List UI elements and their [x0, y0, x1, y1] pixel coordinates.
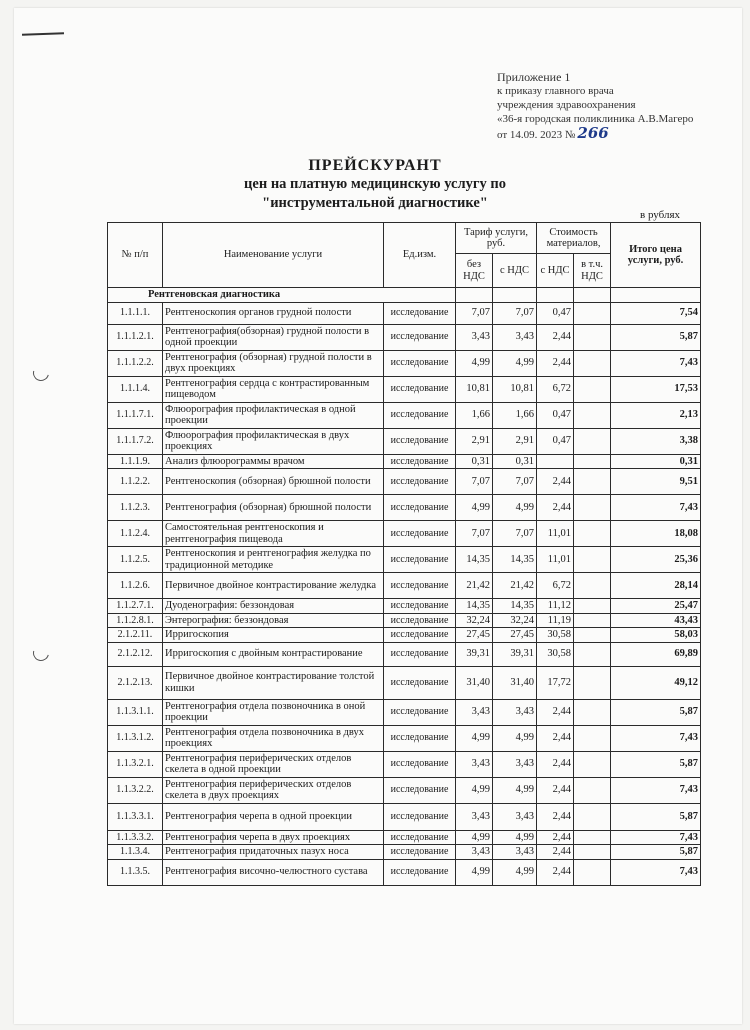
total-price: 7,54	[611, 302, 701, 324]
total-price: 0,31	[611, 454, 701, 469]
tariff-no-vat: 4,99	[456, 859, 493, 885]
tariff-no-vat: 32,24	[456, 613, 493, 628]
tariff-no-vat: 7,07	[456, 469, 493, 495]
materials-with-vat: 2,44	[537, 845, 574, 860]
service-unit: исследование	[384, 777, 456, 803]
approval-line: к приказу главного врача	[497, 85, 614, 97]
materials-with-vat: 2,44	[537, 469, 574, 495]
header-name: Наименование услуги	[163, 223, 384, 288]
total-price: 7,43	[611, 350, 701, 376]
total-price: 43,43	[611, 613, 701, 628]
total-price: 17,53	[611, 376, 701, 402]
tariff-no-vat: 27,45	[456, 628, 493, 643]
service-unit: исследование	[384, 350, 456, 376]
row-code: 2.1.2.11.	[108, 628, 163, 643]
materials-incl-vat	[574, 402, 611, 428]
table-row	[108, 803, 701, 830]
service-name: Рентгенография (обзорная) брюшной полости	[163, 495, 384, 521]
service-unit: исследование	[384, 725, 456, 751]
service-unit: исследование	[384, 469, 456, 495]
row-code: 1.1.3.1.1.	[108, 699, 163, 725]
tariff-no-vat: 3,43	[456, 751, 493, 777]
tariff-with-vat: 7,07	[493, 521, 537, 547]
table-row	[108, 521, 701, 547]
total-price: 5,87	[611, 751, 701, 777]
tariff-no-vat: 4,99	[456, 830, 493, 845]
service-unit: исследование	[384, 402, 456, 428]
materials-incl-vat	[574, 830, 611, 845]
tariff-with-vat: 39,31	[493, 642, 537, 666]
service-unit: исследование	[384, 302, 456, 324]
table-row	[108, 725, 701, 751]
service-name: Рентгенография сердца с контрастированным пищеводом	[163, 376, 384, 402]
service-unit: исследование	[384, 521, 456, 547]
tariff-no-vat: 4,99	[456, 350, 493, 376]
title-line: цен на платную медицинскую услугу по	[244, 176, 506, 192]
table-row	[108, 376, 701, 402]
materials-incl-vat	[574, 859, 611, 885]
tariff-no-vat: 14,35	[456, 599, 493, 614]
tariff-with-vat: 1,66	[493, 402, 537, 428]
row-code: 1.1.2.8.1.	[108, 613, 163, 628]
service-name: Первичное двойное контрастирование толстой кишки	[163, 666, 384, 699]
service-name: Рентгенография отдела позвоночника в двух проекциях	[163, 725, 384, 751]
tariff-no-vat: 1,66	[456, 402, 493, 428]
materials-with-vat: 11,12	[537, 599, 574, 614]
tariff-with-vat: 3,43	[493, 803, 537, 830]
service-unit: исследование	[384, 573, 456, 599]
tariff-with-vat: 32,24	[493, 613, 537, 628]
table-row	[108, 350, 701, 376]
materials-with-vat: 2,44	[537, 324, 574, 350]
materials-with-vat: 30,58	[537, 628, 574, 643]
table-row	[108, 402, 701, 428]
service-name: Ирригоскопия	[163, 628, 384, 643]
approval-title: Приложение 1	[497, 70, 571, 84]
materials-incl-vat	[574, 628, 611, 643]
table-cell	[456, 288, 493, 303]
materials-with-vat: 2,44	[537, 830, 574, 845]
tariff-with-vat: 14,35	[493, 547, 537, 573]
table-row	[108, 599, 701, 614]
materials-with-vat: 11,01	[537, 521, 574, 547]
row-code: 1.1.1.2.2.	[108, 350, 163, 376]
tariff-with-vat: 3,43	[493, 845, 537, 860]
approval-line: учреждения здравоохранения	[497, 99, 636, 111]
service-name: Рентгеноскопия органов грудной полости	[163, 302, 384, 324]
row-code: 1.1.1.1.	[108, 302, 163, 324]
materials-incl-vat	[574, 725, 611, 751]
service-name: Первичное двойное контрастирование желудка	[163, 573, 384, 599]
table-row	[108, 547, 701, 573]
tariff-with-vat: 4,99	[493, 859, 537, 885]
table-row	[108, 469, 701, 495]
materials-incl-vat	[574, 350, 611, 376]
tariff-no-vat: 14,35	[456, 547, 493, 573]
tariff-with-vat: 31,40	[493, 666, 537, 699]
row-code: 1.1.2.4.	[108, 521, 163, 547]
row-code: 1.1.2.2.	[108, 469, 163, 495]
service-name: Рентгеноскопия (обзорная) брюшной полости	[163, 469, 384, 495]
service-unit: исследование	[384, 628, 456, 643]
header-unit: Ед.изм.	[384, 223, 456, 288]
tariff-with-vat: 2,91	[493, 428, 537, 454]
table-row	[108, 777, 701, 803]
total-price: 5,87	[611, 324, 701, 350]
materials-with-vat	[537, 454, 574, 469]
tariff-no-vat: 4,99	[456, 725, 493, 751]
materials-with-vat: 17,72	[537, 666, 574, 699]
materials-incl-vat	[574, 376, 611, 402]
total-price: 7,43	[611, 495, 701, 521]
tariff-with-vat: 14,35	[493, 599, 537, 614]
service-unit: исследование	[384, 803, 456, 830]
materials-with-vat: 2,44	[537, 859, 574, 885]
service-unit: исследование	[384, 845, 456, 860]
row-code: 1.1.3.2.2.	[108, 777, 163, 803]
row-code: 1.1.2.5.	[108, 547, 163, 573]
service-name: Рентгеноскопия и рентгенография желудка по традиционной методике	[163, 547, 384, 573]
materials-incl-vat	[574, 469, 611, 495]
total-price: 49,12	[611, 666, 701, 699]
tariff-no-vat: 3,43	[456, 845, 493, 860]
table-row	[108, 845, 701, 860]
table-row	[108, 699, 701, 725]
row-code: 1.1.1.2.1.	[108, 324, 163, 350]
tariff-no-vat: 3,43	[456, 699, 493, 725]
approval-date: от 14.09. 2023 №	[497, 129, 576, 141]
table-cell	[611, 288, 701, 303]
table-row	[108, 859, 701, 885]
tariff-with-vat: 3,43	[493, 324, 537, 350]
table-row	[108, 666, 701, 699]
tariff-with-vat: 27,45	[493, 628, 537, 643]
row-code: 1.1.2.6.	[108, 573, 163, 599]
tariff-no-vat: 31,40	[456, 666, 493, 699]
table-row	[108, 573, 701, 599]
row-code: 1.1.3.3.2.	[108, 830, 163, 845]
materials-with-vat: 0,47	[537, 402, 574, 428]
service-name: Рентгенография периферических отделов скелета в двух проекциях	[163, 777, 384, 803]
tariff-with-vat: 7,07	[493, 302, 537, 324]
service-unit: исследование	[384, 454, 456, 469]
tariff-no-vat: 39,31	[456, 642, 493, 666]
service-unit: исследование	[384, 547, 456, 573]
service-unit: исследование	[384, 751, 456, 777]
service-unit: исследование	[384, 830, 456, 845]
materials-incl-vat	[574, 803, 611, 830]
service-name: Рентгенография периферических отделов скелета в одной проекции	[163, 751, 384, 777]
approval-line: «36-я городская поликлиника А.В.Магеро	[497, 113, 694, 125]
tariff-no-vat: 4,99	[456, 777, 493, 803]
row-code: 1.1.2.7.1.	[108, 599, 163, 614]
service-name: Флюорография профилактическая в одной проекции	[163, 402, 384, 428]
service-unit: исследование	[384, 613, 456, 628]
materials-with-vat: 0,47	[537, 302, 574, 324]
materials-incl-vat	[574, 599, 611, 614]
materials-incl-vat	[574, 699, 611, 725]
header-total: Итого цена услуги, руб.	[611, 223, 701, 288]
service-unit: исследование	[384, 495, 456, 521]
service-name: Рентгенография (обзорная) грудной полости в двух проекциях	[163, 350, 384, 376]
table-row	[108, 613, 701, 628]
header-tariff: Тариф услуги, руб.	[456, 223, 537, 254]
row-code: 1.1.1.4.	[108, 376, 163, 402]
total-price: 7,43	[611, 830, 701, 845]
materials-incl-vat	[574, 428, 611, 454]
tariff-no-vat: 7,07	[456, 302, 493, 324]
row-code: 1.1.3.3.1.	[108, 803, 163, 830]
service-unit: исследование	[384, 859, 456, 885]
service-unit: исследование	[384, 666, 456, 699]
total-price: 3,38	[611, 428, 701, 454]
order-number-handwritten: 266	[577, 124, 609, 142]
service-name: Рентгенография отдела позвоночника в оной проекции	[163, 699, 384, 725]
materials-with-vat: 2,44	[537, 803, 574, 830]
materials-incl-vat	[574, 613, 611, 628]
service-unit: исследование	[384, 599, 456, 614]
materials-incl-vat	[574, 777, 611, 803]
tariff-with-vat: 4,99	[493, 777, 537, 803]
total-price: 5,87	[611, 803, 701, 830]
row-code: 1.1.2.3.	[108, 495, 163, 521]
materials-incl-vat	[574, 324, 611, 350]
materials-incl-vat	[574, 495, 611, 521]
tariff-with-vat: 4,99	[493, 725, 537, 751]
row-code: 1.1.1.7.2.	[108, 428, 163, 454]
materials-with-vat: 11,19	[537, 613, 574, 628]
tariff-no-vat: 10,81	[456, 376, 493, 402]
table-row	[108, 428, 701, 454]
materials-with-vat: 2,44	[537, 350, 574, 376]
service-name: Энтерография: беззондовая	[163, 613, 384, 628]
tariff-with-vat: 4,99	[493, 830, 537, 845]
tariff-no-vat: 7,07	[456, 521, 493, 547]
materials-incl-vat	[574, 845, 611, 860]
tariff-no-vat: 4,99	[456, 495, 493, 521]
materials-with-vat: 2,44	[537, 699, 574, 725]
total-price: 58,03	[611, 628, 701, 643]
row-code: 1.1.1.9.	[108, 454, 163, 469]
materials-incl-vat	[574, 751, 611, 777]
materials-incl-vat	[574, 573, 611, 599]
header-no: № п/п	[108, 223, 163, 288]
materials-incl-vat	[574, 666, 611, 699]
service-unit: исследование	[384, 428, 456, 454]
tariff-with-vat: 3,43	[493, 699, 537, 725]
service-name: Самостоятельная рентгеноскопия и рентгенография пищевода	[163, 521, 384, 547]
total-price: 9,51	[611, 469, 701, 495]
materials-with-vat: 0,47	[537, 428, 574, 454]
service-unit: исследование	[384, 324, 456, 350]
tariff-no-vat: 2,91	[456, 428, 493, 454]
section-title: Рентгеновская диагностика	[108, 288, 456, 303]
total-price: 25,47	[611, 599, 701, 614]
total-price: 18,08	[611, 521, 701, 547]
tariff-with-vat: 4,99	[493, 350, 537, 376]
service-name: Рентгенография придаточных пазух носа	[163, 845, 384, 860]
service-name: Ирригоскопия с двойным контрастирование	[163, 642, 384, 666]
header-materials: Стоимость материалов,	[537, 223, 611, 254]
materials-with-vat: 2,44	[537, 777, 574, 803]
tariff-no-vat: 3,43	[456, 803, 493, 830]
materials-with-vat: 6,72	[537, 573, 574, 599]
row-code: 1.1.1.7.1.	[108, 402, 163, 428]
table-row	[108, 751, 701, 777]
table-cell	[493, 288, 537, 303]
header-with-vat: с НДС	[493, 254, 537, 288]
header-no-vat: без НДС	[456, 254, 493, 288]
tariff-with-vat: 4,99	[493, 495, 537, 521]
tariff-with-vat: 7,07	[493, 469, 537, 495]
total-price: 28,14	[611, 573, 701, 599]
tariff-no-vat: 21,42	[456, 573, 493, 599]
service-name: Анализ флюорограммы врачом	[163, 454, 384, 469]
row-code: 1.1.3.5.	[108, 859, 163, 885]
service-name: Дуоденография: беззондовая	[163, 599, 384, 614]
materials-with-vat: 2,44	[537, 751, 574, 777]
materials-with-vat: 6,72	[537, 376, 574, 402]
total-price: 7,43	[611, 725, 701, 751]
table-row	[108, 642, 701, 666]
total-price: 5,87	[611, 699, 701, 725]
table-row	[108, 324, 701, 350]
service-unit: исследование	[384, 699, 456, 725]
materials-with-vat: 30,58	[537, 642, 574, 666]
service-unit: исследование	[384, 376, 456, 402]
row-code: 1.1.3.4.	[108, 845, 163, 860]
row-code: 2.1.2.13.	[108, 666, 163, 699]
materials-incl-vat	[574, 642, 611, 666]
materials-incl-vat	[574, 454, 611, 469]
header-mat-with-vat: с НДС	[537, 254, 574, 288]
approval-block	[497, 70, 737, 142]
materials-incl-vat	[574, 302, 611, 324]
total-price: 25,36	[611, 547, 701, 573]
materials-incl-vat	[574, 547, 611, 573]
total-price: 69,89	[611, 642, 701, 666]
table-cell	[537, 288, 574, 303]
tariff-no-vat: 3,43	[456, 324, 493, 350]
row-code: 1.1.3.1.2.	[108, 725, 163, 751]
document-title	[150, 156, 600, 213]
table-row	[108, 495, 701, 521]
total-price: 5,87	[611, 845, 701, 860]
table-row	[108, 302, 701, 324]
table-row	[108, 830, 701, 845]
table-cell	[574, 288, 611, 303]
service-name: Флюорография профилактическая в двух проекциях	[163, 428, 384, 454]
materials-incl-vat	[574, 521, 611, 547]
total-price: 2,13	[611, 402, 701, 428]
title-main: ПРЕЙСКУРАНТ	[308, 157, 442, 174]
approval-date-line	[497, 126, 737, 142]
service-name: Рентгенография черепа в двух проекциях	[163, 830, 384, 845]
materials-with-vat: 2,44	[537, 725, 574, 751]
title-line: "инструментальной диагностике"	[262, 195, 488, 211]
tariff-with-vat: 21,42	[493, 573, 537, 599]
currency-note: в рублях	[640, 209, 681, 221]
row-code: 2.1.2.12.	[108, 642, 163, 666]
header-mat-incl-vat: в т.ч. НДС	[574, 254, 611, 288]
materials-with-vat: 2,44	[537, 495, 574, 521]
service-name: Рентгенография(обзорная) грудной полости в одной проекции	[163, 324, 384, 350]
materials-with-vat: 11,01	[537, 547, 574, 573]
service-name: Рентгенография височно-челюстного сустава	[163, 859, 384, 885]
price-table	[107, 222, 701, 886]
table-row	[108, 628, 701, 643]
total-price: 7,43	[611, 777, 701, 803]
table-row	[108, 454, 701, 469]
tariff-with-vat: 10,81	[493, 376, 537, 402]
service-name: Рентгенография черепа в одной проекции	[163, 803, 384, 830]
tariff-with-vat: 3,43	[493, 751, 537, 777]
section-row	[108, 288, 701, 303]
tariff-no-vat: 0,31	[456, 454, 493, 469]
row-code: 1.1.3.2.1.	[108, 751, 163, 777]
tariff-with-vat: 0,31	[493, 454, 537, 469]
total-price: 7,43	[611, 859, 701, 885]
service-unit: исследование	[384, 642, 456, 666]
